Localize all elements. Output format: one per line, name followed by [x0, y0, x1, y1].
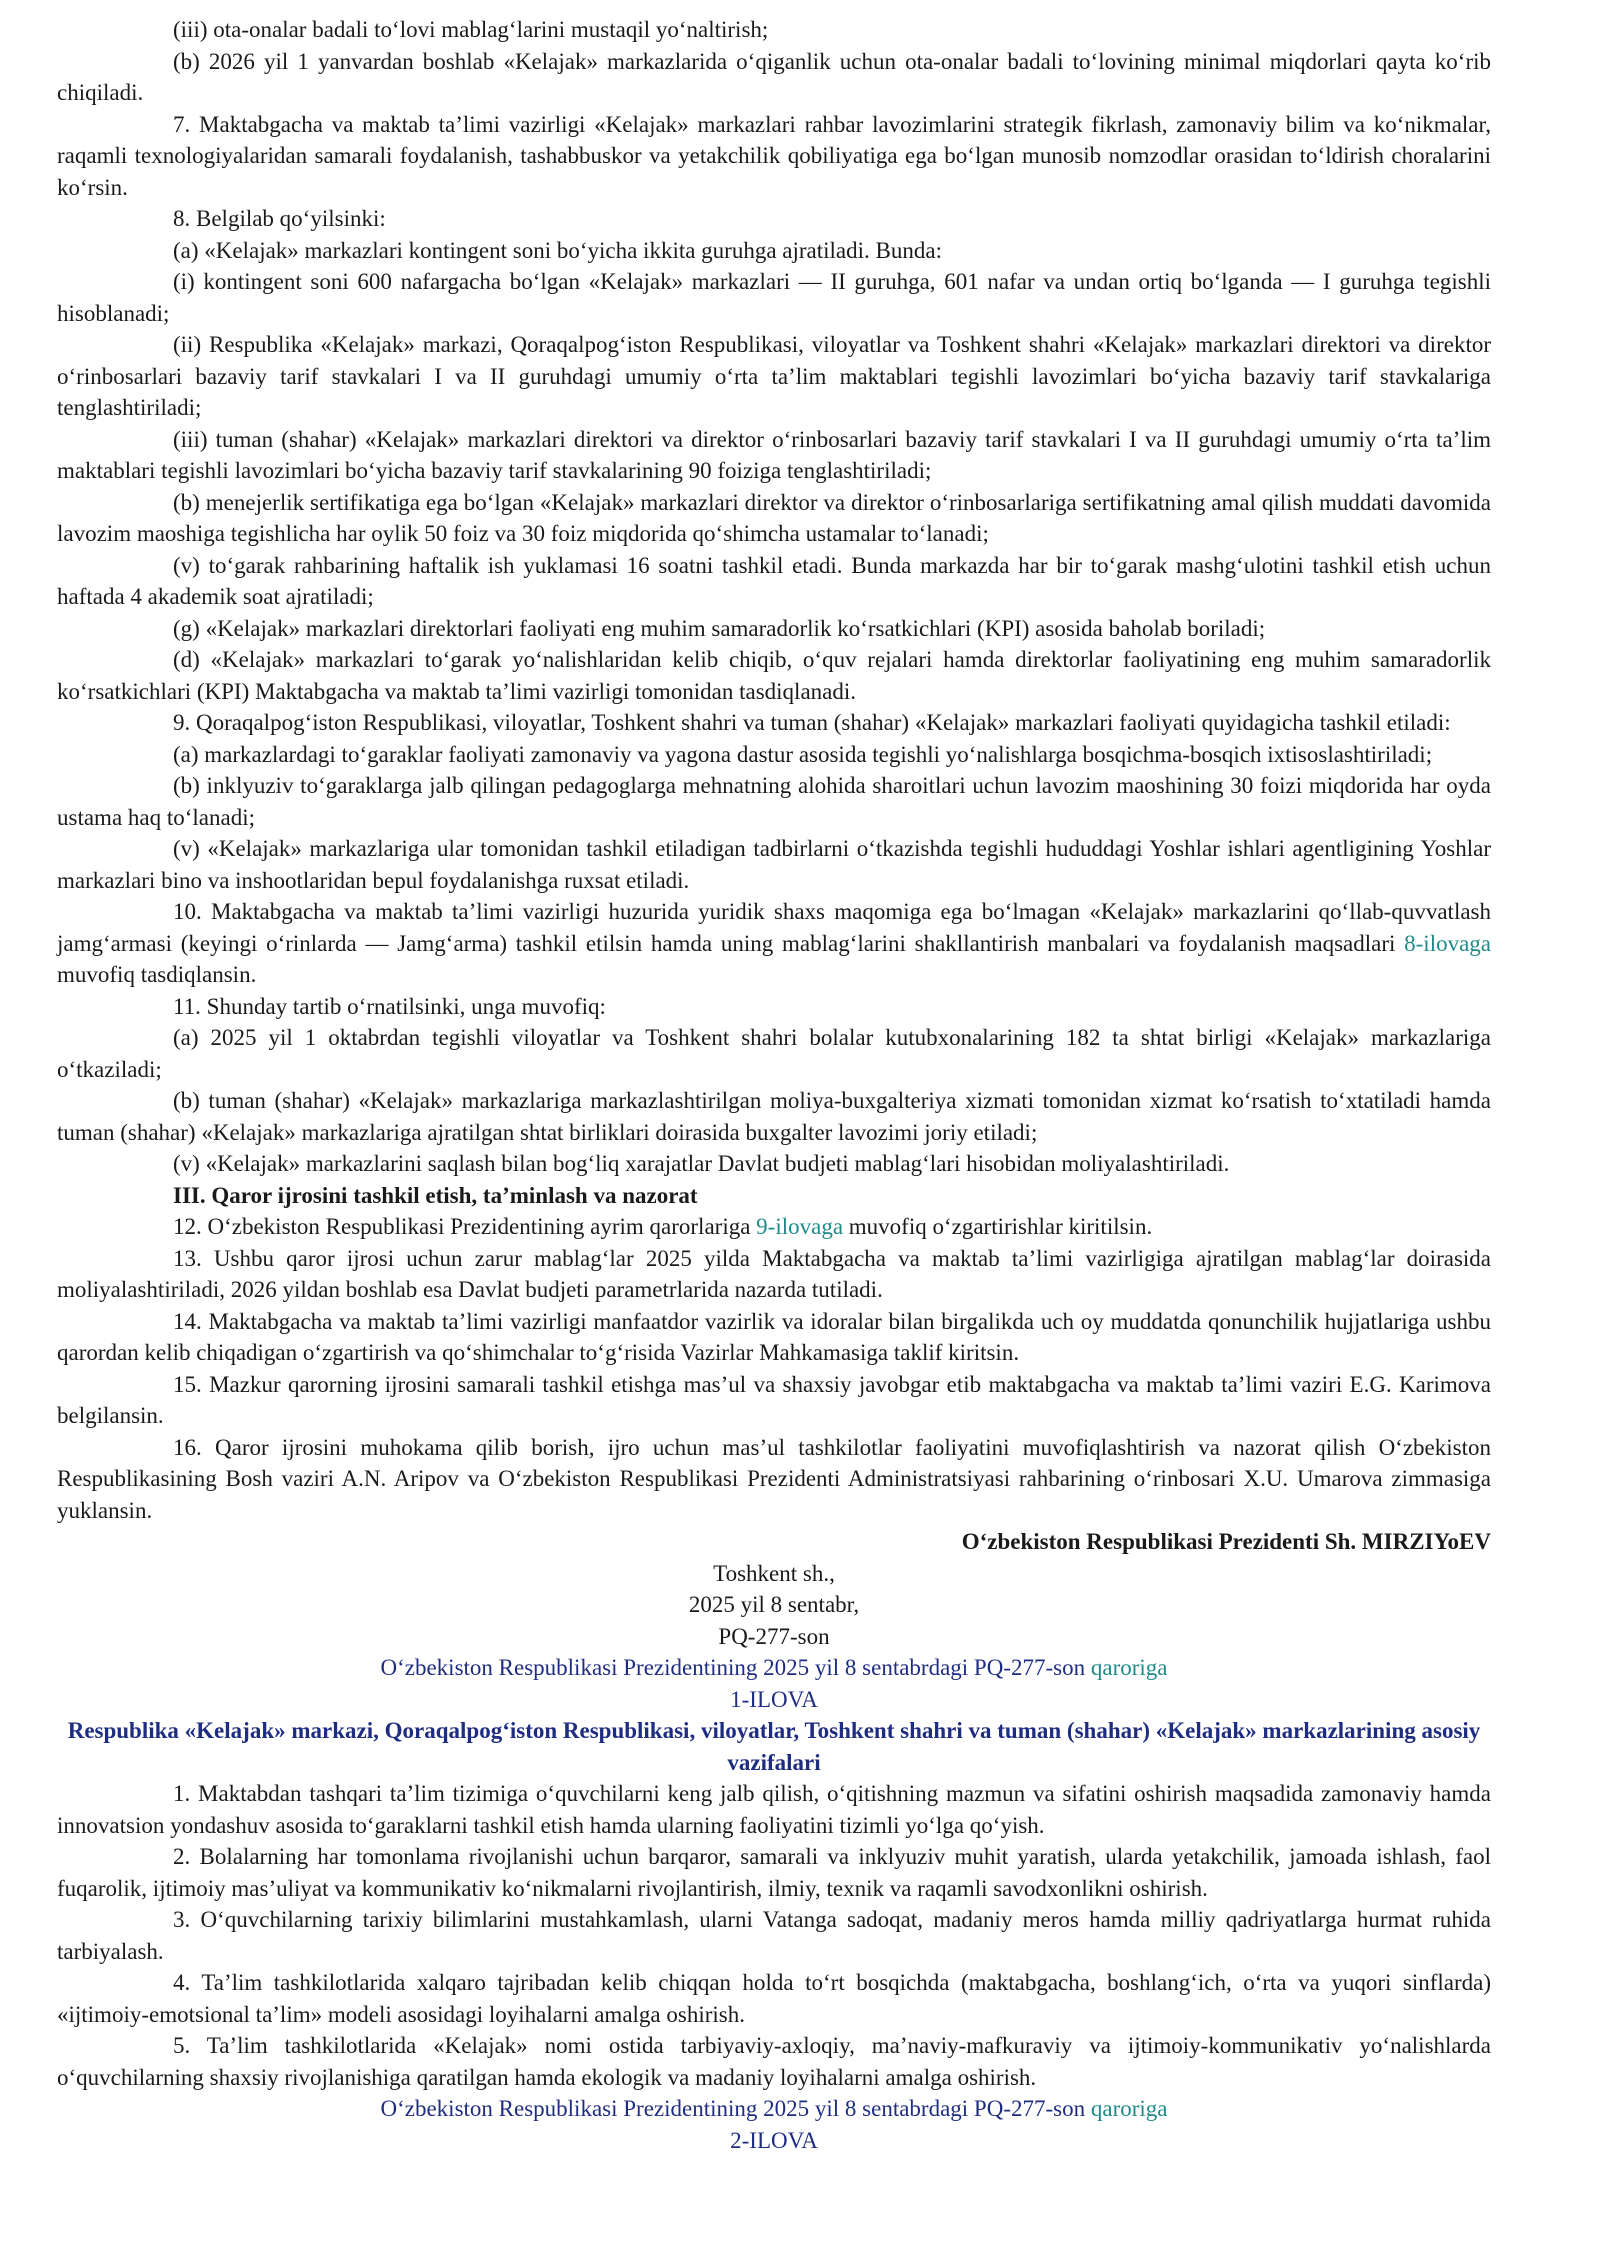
paragraph: 14. Maktabgacha va maktab taʼlimi vazirligi manfaatdor vazirlik va idoralar bilan birgalikda uch oy muddatda qonunchilik hujjatlariga ushbu qarordan kelib chiqadigan oʻzgartirish va qoʻshimchalar toʻgʻrisida Vazirlar Mahkamasiga taklif kiritsin.: [57, 1308, 1491, 1365]
appendix-reference: Oʻzbekiston Respublikasi Prezidentining 2025 yil 8 sentabrdagi PQ-277-son qaroriga: [380, 1655, 1168, 1680]
paragraph: 15. Mazkur qarorning ijrosini samarali tashkil etishga masʼul va shaxsiy javobgar etib maktabgacha va maktab taʼlimi vaziri E.G. Karimova belgilansin.: [57, 1371, 1491, 1428]
resolution-link[interactable]: qaroriga: [1090, 2096, 1168, 2121]
paragraph: 12. Oʻzbekiston Respublikasi Prezidentining ayrim qarorlariga 9-ilovaga muvofiq oʻzgartirishlar kiritilsin.: [173, 1214, 1153, 1239]
paragraph: (b) inklyuziv toʻgaraklarga jalb qilingan pedagoglarga mehnatning alohida sharoitlari uchun lavozim maoshining 30 foizi miqdorida har oyda ustama haq toʻlanadi;: [57, 773, 1491, 830]
signature-line: Oʻzbekiston Respublikasi Prezidenti Sh. MIRZIYoEV: [961, 1529, 1491, 1554]
appendix-reference: Oʻzbekiston Respublikasi Prezidentining 2025 yil 8 sentabrdagi PQ-277-son qaroriga: [380, 2096, 1168, 2121]
paragraph: 1. Maktabdan tashqari taʼlim tizimiga oʻquvchilarni keng jalb qilish, oʻqitishning mazmun va sifatini oshirish maqsadida zamonaviy hamda innovatsion yondashuv asosida toʻgaraklarni tashkil etish hamda ularning faoliyatini tizimli yoʻlga qoʻyish.: [57, 1781, 1491, 1838]
date-line: 2025 yil 8 sentabr,: [688, 1592, 860, 1617]
paragraph: 9. Qoraqalpogʻiston Respublikasi, viloyatlar, Toshkent shahri va tuman (shahar) «Kelajak» markazlari faoliyati quyidagicha tashkil etiladi:: [173, 710, 1451, 735]
paragraph: 5. Taʼlim tashkilotlarida «Kelajak» nomi ostida tarbiyaviy-axloqiy, maʼnaviy-mafkuraviy va ijtimoiy-kommunikativ yoʻnalishlarda oʻquvchilarning shaxsiy rivojlanishiga qaratilgan hamda ekologik va madaniy loyihalarni amalga oshirish.: [57, 2033, 1491, 2090]
paragraph: (d) «Kelajak» markazlari toʻgarak yoʻnalishlaridan kelib chiqib, oʻquv rejalari hamda direktorlar faoliyatining eng muhim samaradorlik koʻrsatkichlari (KPI) Maktabgacha va maktab taʼlimi vazirligi tomonidan tasdiqlanadi.: [57, 647, 1491, 704]
section-heading: III. Qaror ijrosini tashkil etish, taʼminlash va nazorat: [173, 1182, 698, 1208]
paragraph: (v) «Kelajak» markazlariga ular tomonidan tashkil etiladigan tadbirlarni oʻtkazishda tegishli hududdagi Yoshlar ishlari agentligining Yoshlar markazlari bino va inshootlaridan bepul foydalanishga ruxsat etiladi.: [57, 836, 1491, 893]
paragraph: (iii) tuman (shahar) «Kelajak» markazlari direktori va direktor oʻrinbosarlari bazaviy tarif stavkalari I va II guruhdagi umumiy oʻrta taʼlim maktablari tegishli lavozimlari boʻyicha bazaviy tarif stavkalarining 90 foiziga tenglashtiriladi;: [57, 426, 1491, 483]
paragraph: (a) «Kelajak» markazlari kontingent soni boʻyicha ikkita guruhga ajratiladi. Bunda:: [173, 237, 942, 263]
appendix-label: 2-ILOVA: [730, 2127, 818, 2153]
appendix-label: 1-ILOVA: [730, 1686, 818, 1712]
paragraph: (v) toʻgarak rahbarining haftalik ish yuklamasi 16 soatni tashkil etadi. Bunda markazda har bir toʻgarak mashgʻulotini tashkil etish uchun haftada 4 akademik soat ajratiladi;: [57, 552, 1491, 609]
resolution-link[interactable]: qaroriga: [1090, 1655, 1168, 1680]
paragraph: 3. Oʻquvchilarning tarixiy bilimlarini mustahkamlash, ularni Vatanga sadoqat, madaniy meros hamda milliy qadriyatlarga hurmat ruhida tarbiyalash.: [57, 1907, 1491, 1964]
paragraph: (g) «Kelajak» markazlari direktorlari faoliyati eng muhim samaradorlik koʻrsatkichlari (KPI) asosida baholab boriladi;: [173, 615, 1266, 641]
appendix-8-link[interactable]: 8-ilovaga: [1404, 930, 1491, 956]
paragraph: (b) tuman (shahar) «Kelajak» markazlariga markazlashtirilgan moliya-buxgalteriya xizmati tomonidan xizmat koʻrsatish toʻxtatiladi hamda tuman (shahar) «Kelajak» markazlariga ajratilgan shtat birliklari doirasida buxgalter lavozimi joriy etiladi;: [57, 1088, 1491, 1145]
paragraph: 7. Maktabgacha va maktab taʼlimi vazirligi «Kelajak» markazlari rahbar lavozimlarini strategik fikrlash, zamonaviy bilim va koʻnikmalar, raqamli texnologiyalaridan samarali foydalanish, tashabbuskor va yetakchilik qobiliyatiga ega boʻlgan munosib nomzodlar orasidan toʻldirish choralarini koʻrsin.: [57, 111, 1491, 200]
paragraph: 10. Maktabgacha va maktab taʼlimi vazirligi huzurida yuridik shaxs maqomiga ega boʻlmagan «Kelajak» markazlarini qoʻllab-quvvatlash jamgʻarmasi (keyingi oʻrinlarda — Jamgʻarma) tashkil etilsin hamda uning mablagʻlarini shakllantirish manbalari va foydalanish maqsadlari 8-ilovaga muvofiq tasdiqlansin.: [57, 899, 1491, 987]
paragraph: 11. Shunday tartib oʻrnatilsinki, unga muvofiq:: [173, 993, 606, 1019]
appendix-title: Respublika «Kelajak» markazi, Qoraqalpogʻiston Respublikasi, viloyatlar, Toshkent shahri va tuman (shahar) «Kelajak» markazlarining asosiy vazifalari: [67, 1718, 1481, 1775]
paragraph: (a) markazlardagi toʻgaraklar faoliyati zamonaviy va yagona dastur asosida tegishli yoʻnalishlarga bosqichma-bosqich ixtisoslashtiriladi;: [173, 741, 1433, 767]
document-number: PQ-277-son: [718, 1623, 830, 1649]
paragraph: (ii) Respublika «Kelajak» markazi, Qoraqalpogʻiston Respublikasi, viloyatlar va Toshkent shahri «Kelajak» markazlari direktori va direktor oʻrinbosarlari bazaviy tarif stavkalari I va II guruhdagi umumiy oʻrta taʼlim maktablari tegishli lavozimlari boʻyicha bazaviy tarif stavkalariga tenglashtiriladi;: [57, 332, 1491, 420]
document-body: [57, 14, 1491, 2156]
paragraph: (iii) ota-onalar badali toʻlovi mablagʻlarini mustaqil yoʻnaltirish;: [173, 17, 769, 42]
place-line: Toshkent sh.,: [713, 1560, 835, 1586]
paragraph: 16. Qaror ijrosini muhokama qilib borish, ijro uchun masʼul tashkilotlar faoliyatini muvofiqlashtirish va nazorat qilish Oʻzbekiston Respublikasining Bosh vaziri A.N. Aripov va Oʻzbekiston Respublikasi Prezidenti Administratsiyasi rahbarining oʻrinbosari X.U. Umarova zimmasiga yuklansin.: [57, 1434, 1491, 1523]
appendix-9-link[interactable]: 9-ilovaga: [756, 1214, 844, 1239]
paragraph: (a) 2025 yil 1 oktabrdan tegishli viloyatlar va Toshkent shahri bolalar kutubxonalarining 182 ta shtat birligi «Kelajak» markazlariga oʻtkaziladi;: [57, 1025, 1491, 1082]
paragraph: 13. Ushbu qaror ijrosi uchun zarur mablagʻlar 2025 yilda Maktabgacha va maktab taʼlimi vazirligiga ajratilgan mablagʻlar doirasida moliyalashtiriladi, 2026 yildan boshlab esa Davlat budjeti parametrlarida nazarda tutiladi.: [57, 1245, 1491, 1302]
paragraph: (b) 2026 yil 1 yanvardan boshlab «Kelajak» markazlarida oʻqiganlik uchun ota-onalar badali toʻlovining minimal miqdorlari qayta koʻrib chiqiladi.: [57, 48, 1491, 105]
paragraph: (v) «Kelajak» markazlarini saqlash bilan bogʻliq xarajatlar Davlat budjeti mablagʻlari hisobidan moliyalashtiriladi.: [173, 1151, 1230, 1176]
paragraph: 2. Bolalarning har tomonlama rivojlanishi uchun barqaror, samarali va inklyuziv muhit yaratish, ularda yetakchilik, jamoada ishlash, faol fuqarolik, ijtimoiy masʼuliyat va kommunikativ koʻnikmalarni rivojlantirish, ilmiy, texnik va raqamli savodxonlikni oshirish.: [57, 1844, 1491, 1901]
paragraph: (i) kontingent soni 600 nafargacha boʻlgan «Kelajak» markazlari — II guruhga, 601 nafar va undan ortiq boʻlganda — I guruhga tegishli hisoblanadi;: [57, 269, 1491, 326]
paragraph: (b) menejerlik sertifikatiga ega boʻlgan «Kelajak» markazlari direktor va direktor oʻrinbosarlariga sertifikatning amal qilish muddati davomida lavozim maoshiga tegishlicha har oylik 50 foiz va 30 foiz miqdorida qoʻshimcha ustamalar toʻlanadi;: [57, 489, 1491, 546]
paragraph: 4. Taʼlim tashkilotlarida xalqaro tajribadan kelib chiqqan holda toʻrt bosqichda (maktabgacha, boshlangʻich, oʻrta va yuqori sinflarda) «ijtimoiy-emotsional taʼlim» modeli asosidagi loyihalarni amalga oshirish.: [57, 1970, 1491, 2027]
paragraph: 8. Belgilab qoʻyilsinki:: [173, 206, 386, 231]
